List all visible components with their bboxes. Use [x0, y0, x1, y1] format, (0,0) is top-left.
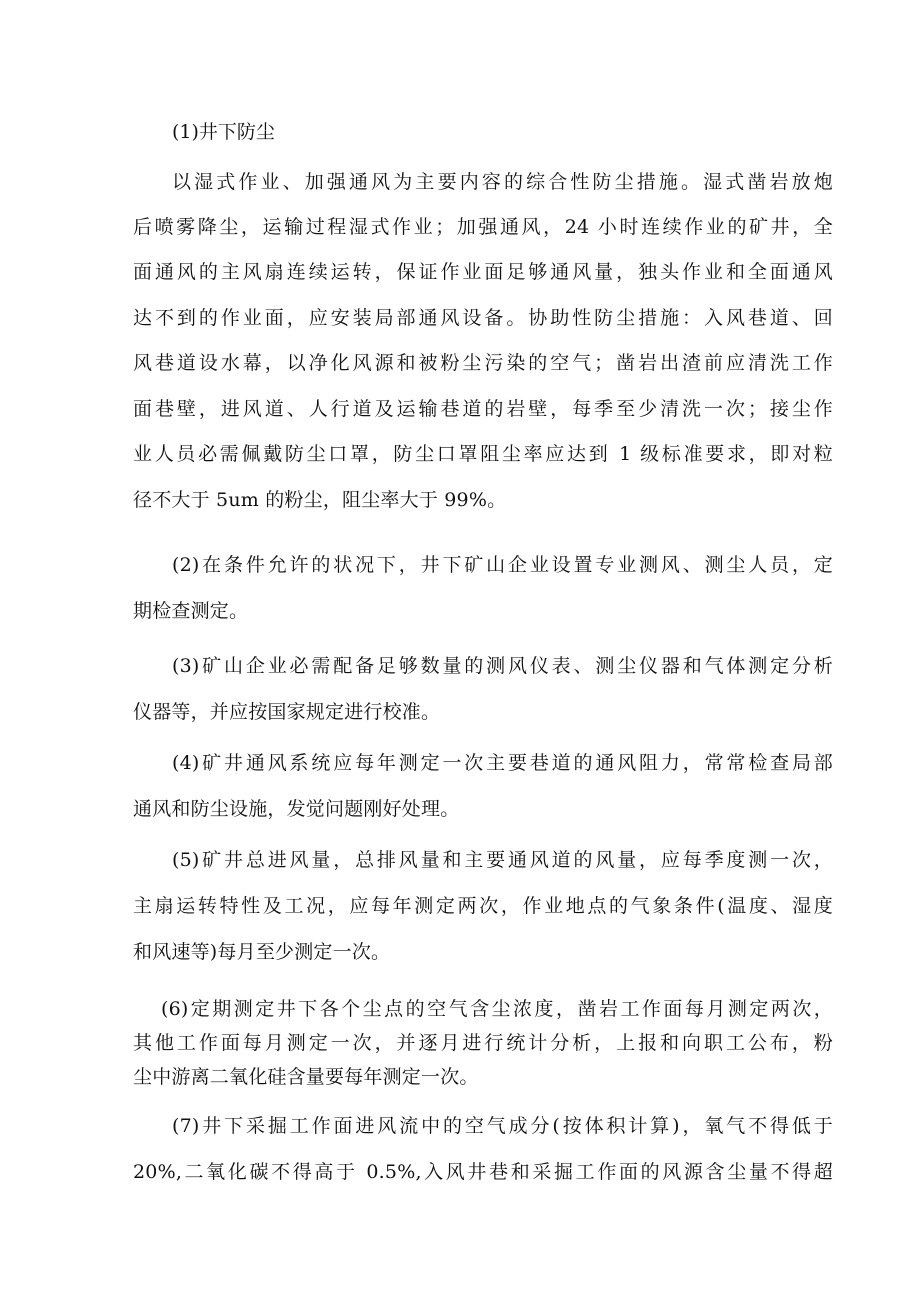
item-6-line-2: 其他工作面每月测定一次，并逐月进行统计分析，上报和向职工公布，粉: [133, 1032, 833, 1054]
section-heading: (1)井下防尘: [172, 121, 275, 143]
paragraph-1-line-3: 面通风的主风扇连续运转，保证作业面足够通风量，独头作业和全面通风: [133, 261, 833, 283]
item-7-line-1: (7)井下采掘工作面进风流中的空气成分(按体积计算)，氧气不得低于: [172, 1115, 833, 1137]
item-5-line-1: (5)矿井总进风量，总排风量和主要通风道的风量，应每季度测一次，: [172, 849, 833, 871]
item-5-line-3: 和风速等)每月至少测定一次。: [133, 941, 391, 963]
paragraph-1-line-7: 业人员必需佩戴防尘口罩，防尘口罩阻尘率应达到 1 级标准要求，即对粒: [133, 443, 833, 465]
paragraph-1-line-4: 达不到的作业面，应安装局部通风设备。协助性防尘措施：入风巷道、回: [133, 307, 833, 329]
item-7-line-2: 20%,二氧化碳不得高于 0.5%,入风井巷和采掘工作面的风源含尘量不得超: [133, 1161, 833, 1183]
item-4-line-2: 通风和防尘设施，发觉问题刚好处理。: [133, 798, 460, 820]
item-6-line-3: 尘中游离二氧化硅含量要每年测定一次。: [133, 1066, 479, 1088]
paragraph-1-line-6: 面巷壁，进风道、人行道及运输巷道的岩壁，每季至少清洗一次；接尘作: [133, 398, 833, 420]
paragraph-1-line-5: 风巷道设水幕，以净化风源和被粉尘污染的空气；凿岩出渣前应清洗工作: [133, 352, 833, 374]
paragraph-1-line-8: 径不大于 5um 的粉尘，阻尘率大于 99%。: [133, 489, 507, 511]
item-5-line-2: 主扇运转特性及工况，应每年测定两次，作业地点的气象条件(温度、湿度: [133, 895, 833, 917]
item-3-line-2: 仪器等，并应按国家规定进行校准。: [133, 701, 441, 723]
paragraph-1-line-1: 以湿式作业、加强通风为主要内容的综合性防尘措施。湿式凿岩放炮: [172, 171, 833, 193]
paragraph-1-line-2: 后喷雾降尘，运输过程湿式作业；加强通风，24 小时连续作业的矿井，全: [133, 216, 833, 238]
item-2-line-2: 期检查测定。: [133, 600, 249, 622]
item-4-line-1: (4)矿井通风系统应每年测定一次主要巷道的通风阻力，常常检查局部: [172, 752, 833, 774]
item-6-line-1: (6)定期测定井下各个尘点的空气含尘浓度，凿岩工作面每月测定两次，: [161, 998, 833, 1020]
item-3-line-1: (3)矿山企业必需配备足够数量的测风仪表、测尘仪器和气体测定分析: [172, 655, 833, 677]
item-2-line-1: (2)在条件允许的状况下，井下矿山企业设置专业测风、测尘人员，定: [172, 554, 833, 576]
